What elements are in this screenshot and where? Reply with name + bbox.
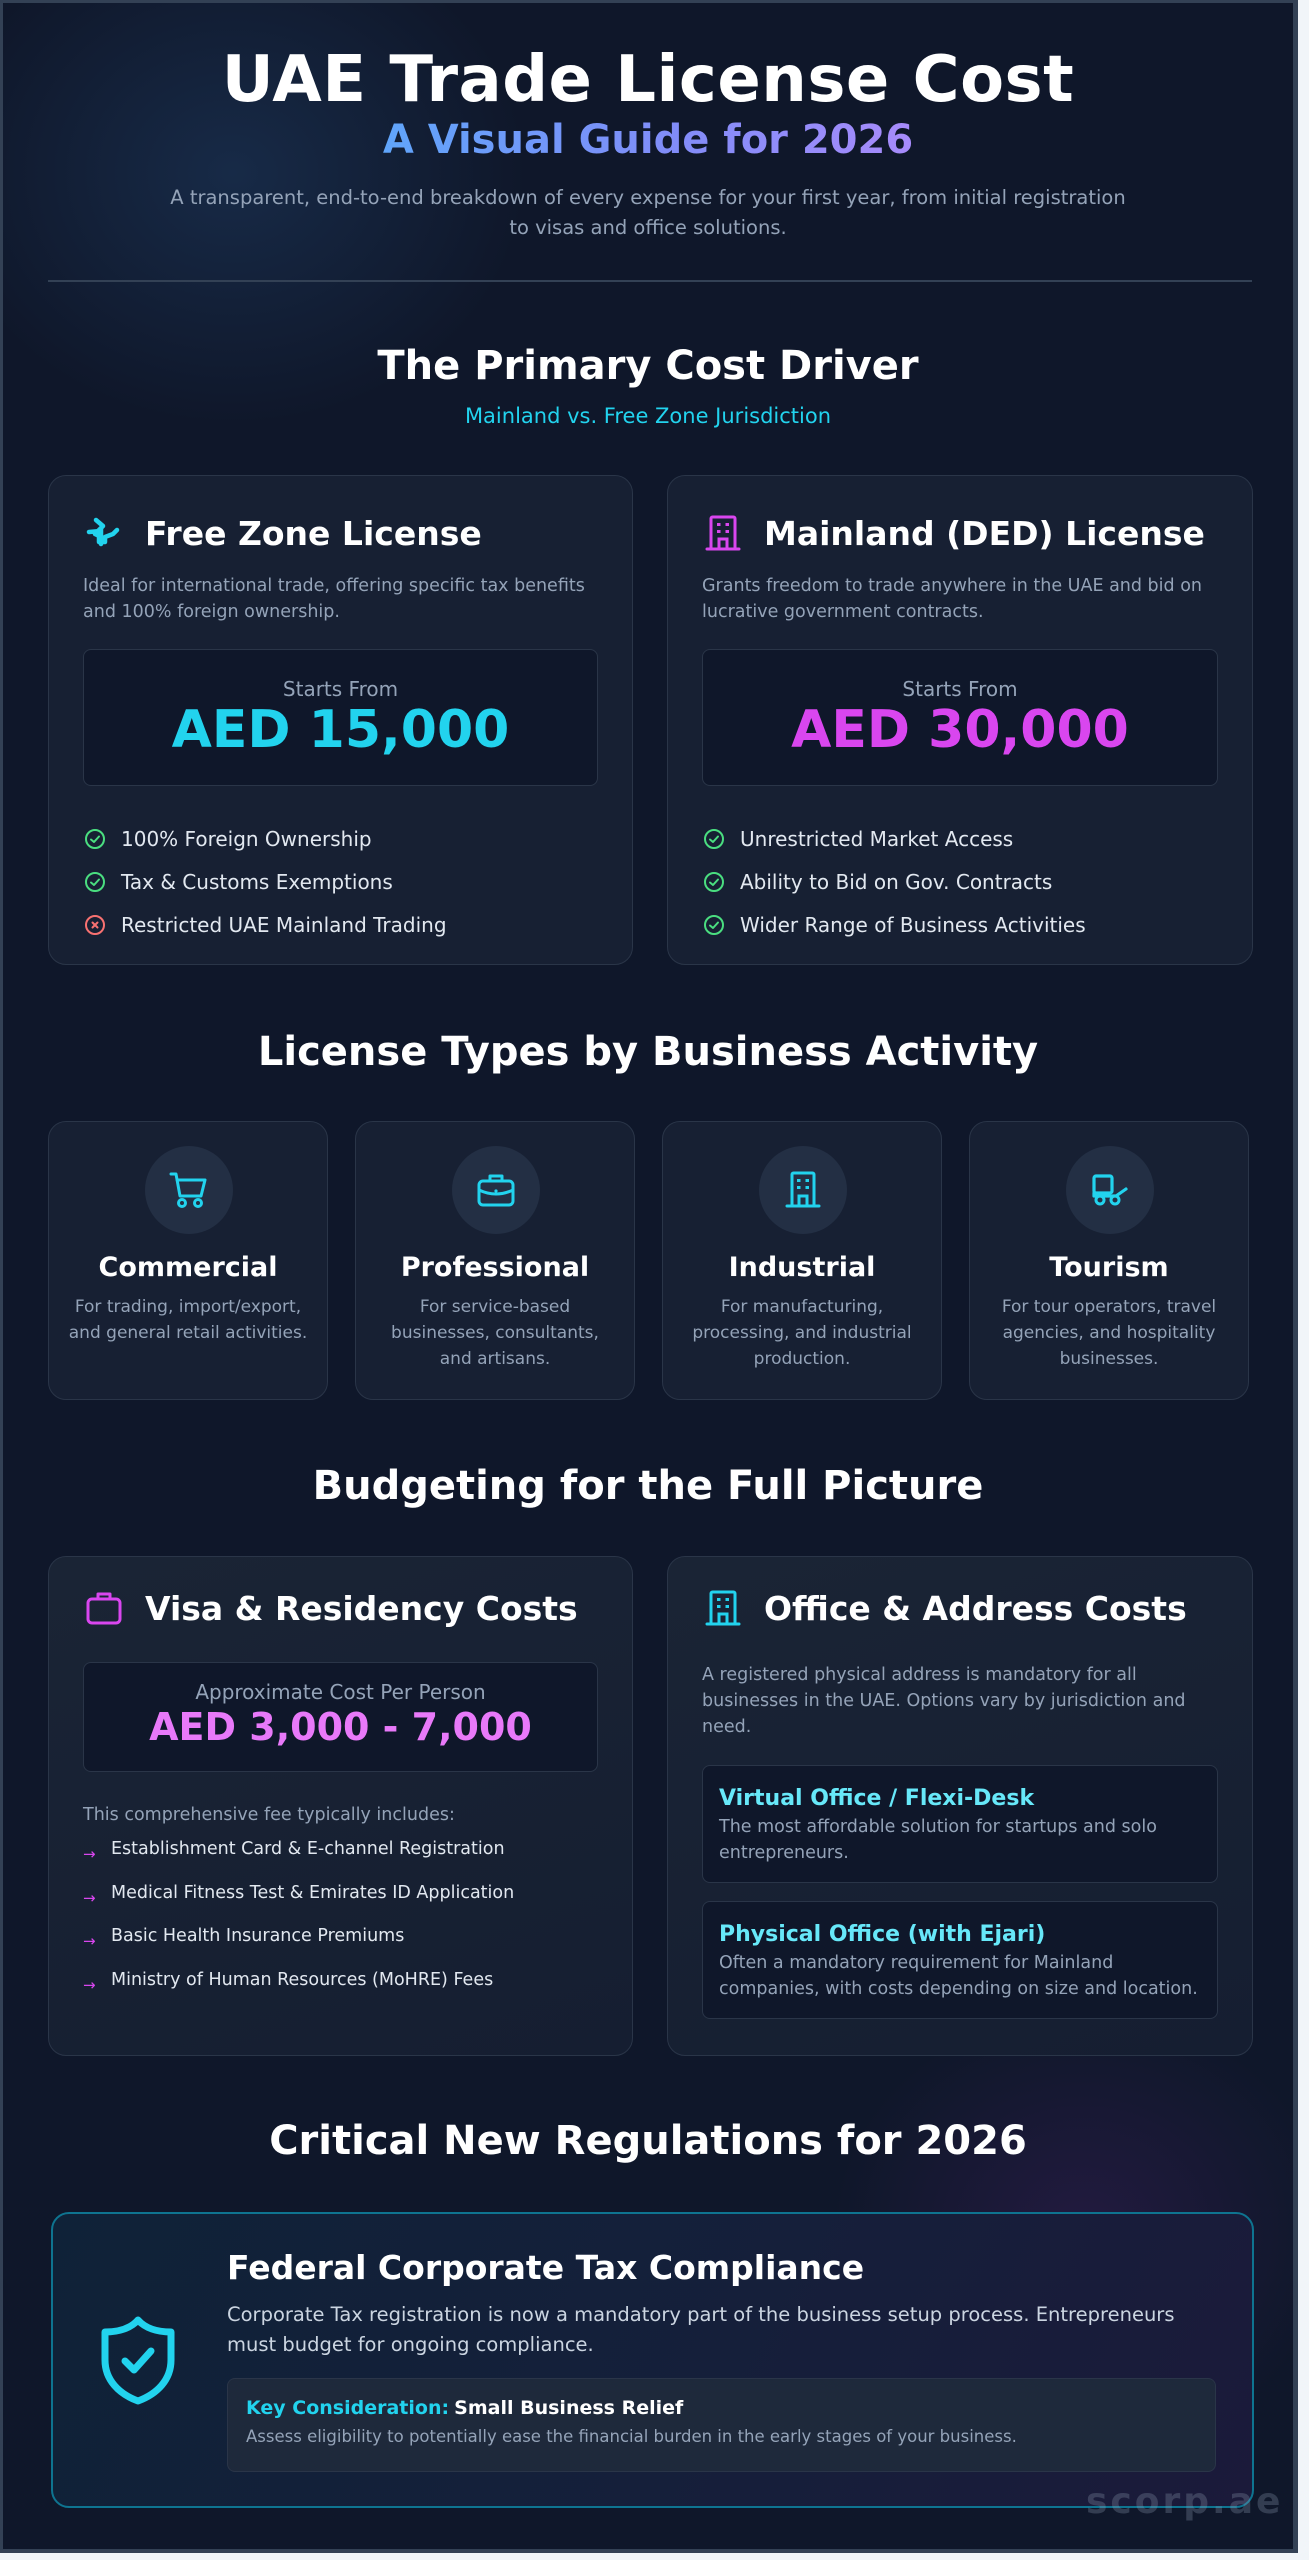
activity-title: Industrial [728, 1252, 876, 1283]
check-circle-icon [702, 870, 726, 894]
card-title: Visa & Residency Costs [145, 1588, 578, 1628]
check-circle-icon [83, 870, 107, 894]
building-icon [781, 1168, 825, 1212]
option-title: Virtual Office / Flexi-Desk [719, 1786, 1035, 1811]
feature-item: Wider Range of Business Activities [702, 903, 1218, 946]
card-title: Free Zone License [145, 513, 482, 553]
activity-card-industrial [662, 1121, 942, 1400]
price-box [702, 649, 1218, 786]
activity-description: For service-based businesses, consultants, and artisans. [391, 1297, 599, 1369]
page-subtitle: A Visual Guide for 2026 [382, 117, 914, 163]
includes-label: This comprehensive fee typically includes: [83, 1805, 455, 1825]
corporate-tax-card [51, 2212, 1254, 2508]
note-key: Key Consideration: [246, 2397, 450, 2419]
price-box [83, 649, 598, 786]
arrow-right-icon: → [83, 1932, 96, 1950]
divider [48, 280, 1252, 282]
price-box [83, 1662, 598, 1772]
card-title: Office & Address Costs [764, 1588, 1187, 1628]
include-item: → Basic Health Insurance Premiums [83, 1926, 405, 1950]
note-description: Assess eligibility to potentially ease the financial burden in the early stages of your business. [246, 2427, 1017, 2446]
building-icon [702, 1587, 744, 1629]
regulation-description: Corporate Tax registration is now a mandatory part of the business setup process. Entrepreneurs must budget for ongoing compliance. [227, 2303, 1175, 2356]
plane-ship-icon [83, 512, 125, 554]
price-label: Approximate Cost Per Person [195, 1680, 486, 1704]
price-label: Starts From [282, 677, 399, 701]
feature-list [702, 817, 1218, 946]
section-subtitle-primary-cost: Mainland vs. Free Zone Jurisdiction [464, 404, 832, 428]
visa-card [48, 1556, 633, 2056]
card-description: A registered physical address is mandatory for all businesses in the UAE. Options vary by jurisdiction and need. [702, 1665, 1186, 1737]
note-value: Small Business Relief [454, 2397, 684, 2419]
x-circle-icon [83, 913, 107, 937]
briefcase-icon [474, 1168, 518, 1212]
include-item: → Medical Fitness Test & Emirates ID Application [83, 1882, 515, 1907]
check-circle-icon [702, 913, 726, 937]
feature-item: 100% Foreign Ownership [83, 817, 598, 860]
card-description: Ideal for international trade, offering specific tax benefits and 100% foreign ownership. [83, 576, 585, 622]
price-value: AED 3,000 - 7,000 [149, 1705, 532, 1749]
arrow-right-icon: → [83, 1975, 96, 1994]
watermark: scorp.ae [1086, 2481, 1284, 2522]
regulation-title: Federal Corporate Tax Compliance [227, 2248, 865, 2287]
building-icon [702, 512, 744, 554]
activity-description: For trading, import/export, and general retail activities. [68, 1297, 308, 1343]
card-description: Grants freedom to trade anywhere in the UAE and bid on lucrative government contracts. [702, 576, 1202, 622]
include-item: → Ministry of Human Resources (MoHRE) Fees [83, 1969, 494, 1994]
arrow-right-icon: → [83, 1888, 96, 1907]
check-circle-icon [702, 827, 726, 851]
feature-item: Tax & Customs Exemptions [83, 860, 598, 903]
truck-icon [1088, 1168, 1132, 1212]
option-title: Physical Office (with Ejari) [719, 1922, 1046, 1947]
section-title-budgeting: Budgeting for the Full Picture [312, 1463, 984, 1509]
section-title-regulations: Critical New Regulations for 2026 [269, 2118, 1027, 2164]
section-title-activities: License Types by Business Activity [257, 1029, 1039, 1075]
feature-item: Restricted UAE Mainland Trading [83, 903, 598, 946]
arrow-right-icon: → [83, 1845, 96, 1863]
mainland-card [667, 475, 1253, 965]
shield-check-icon [93, 2314, 183, 2406]
price-value: AED 15,000 [171, 700, 510, 760]
feature-item: Ability to Bid on Gov. Contracts [702, 860, 1218, 903]
check-circle-icon [83, 827, 107, 851]
activity-title: Commercial [98, 1252, 278, 1283]
include-item: → Establishment Card & E-channel Registration [83, 1839, 505, 1863]
option-description: The most affordable solution for startups and solo entrepreneurs. [719, 1817, 1157, 1863]
page-title: UAE Trade License Cost [221, 43, 1075, 117]
card-title: Mainland (DED) License [764, 513, 1205, 553]
activity-title: Professional [400, 1252, 590, 1283]
activity-card-tourism [969, 1121, 1249, 1400]
page-intro: A transparent, end-to-end breakdown of every expense for your first year, from initial registration to visas and office solutions. [170, 186, 1126, 239]
key-consideration-box [227, 2378, 1216, 2472]
includes-list [83, 1839, 612, 2013]
activity-card-commercial [48, 1121, 328, 1400]
free-zone-card [48, 475, 633, 965]
option-description: Often a mandatory requirement for Mainland companies, with costs depending on size and location. [719, 1953, 1198, 1999]
activity-card-professional [355, 1121, 635, 1400]
briefcase-icon [83, 1587, 125, 1629]
price-label: Starts From [902, 677, 1018, 701]
activity-description: For tour operators, travel agencies, and hospitality businesses. [1001, 1297, 1217, 1369]
feature-item: Unrestricted Market Access [702, 817, 1218, 860]
office-option-physical [702, 1901, 1218, 2019]
activity-title: Tourism [1049, 1252, 1169, 1283]
section-title-primary-cost: The Primary Cost Driver [377, 343, 919, 389]
activity-description: For manufacturing, processing, and industrial production. [692, 1297, 912, 1369]
shopping-cart-icon [167, 1168, 211, 1212]
feature-list [83, 817, 598, 946]
office-option-virtual [702, 1765, 1218, 1883]
price-value: AED 30,000 [791, 700, 1129, 760]
office-card [667, 1556, 1253, 2056]
